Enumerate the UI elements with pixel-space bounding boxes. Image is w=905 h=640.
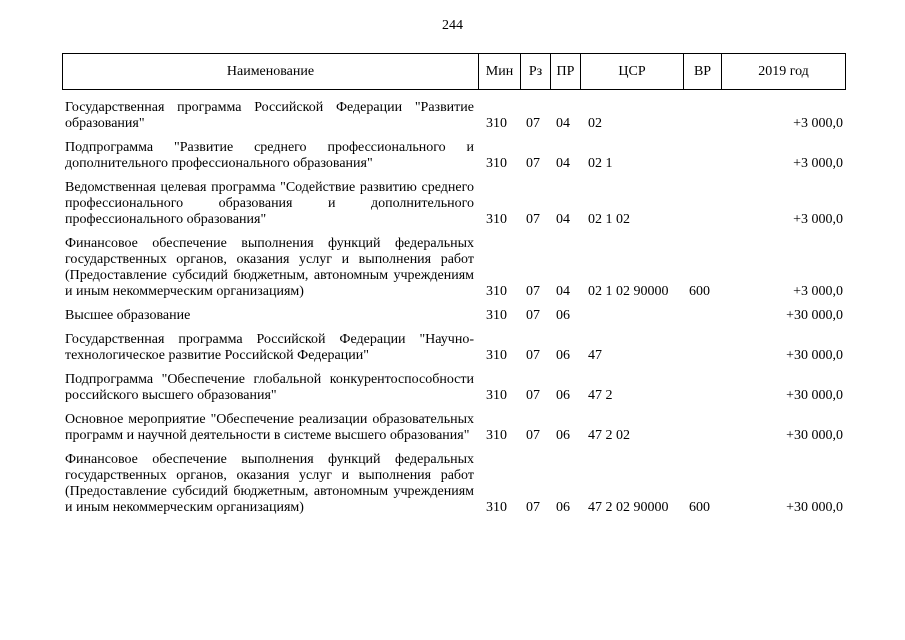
header-csr: ЦСР xyxy=(581,54,684,90)
row-min: 310 xyxy=(486,308,507,323)
row-pr: 04 xyxy=(556,116,570,131)
table-row xyxy=(62,304,845,328)
row-csr: 02 1 02 xyxy=(588,212,630,227)
row-vr: 600 xyxy=(689,500,710,515)
row-csr: 47 2 xyxy=(588,388,613,403)
row-rz: 07 xyxy=(526,388,540,403)
table-row xyxy=(62,368,845,408)
row-amount: +30 000,0 xyxy=(786,500,843,515)
table-row xyxy=(62,176,845,232)
row-min: 310 xyxy=(486,388,507,403)
row-csr: 47 xyxy=(588,348,602,363)
row-rz: 07 xyxy=(526,500,540,515)
row-pr: 04 xyxy=(556,284,570,299)
row-rz: 07 xyxy=(526,116,540,131)
row-pr: 04 xyxy=(556,156,570,171)
row-rz: 07 xyxy=(526,212,540,227)
row-name: Государственная программа Российской Федерации "Развитие образования" xyxy=(65,100,474,131)
row-min: 310 xyxy=(486,428,507,443)
row-name: Подпрограмма "Обеспечение глобальной конкурентоспособности российского высшего образования" xyxy=(65,372,474,403)
row-rz: 07 xyxy=(526,284,540,299)
row-vr: 600 xyxy=(689,284,710,299)
table-row xyxy=(62,96,845,136)
row-csr: 02 xyxy=(588,116,602,131)
row-vr xyxy=(683,408,721,448)
row-min: 310 xyxy=(486,212,507,227)
table-row xyxy=(62,328,845,368)
row-name: Финансовое обеспечение выполнения функций федеральных государственных органов, оказания услуг и выполнения работ (Предоставление субсидий бюджетным, автономным учреждениям и иным некоммерческим организациям) xyxy=(65,236,474,299)
row-csr: 02 1 02 90000 xyxy=(588,284,669,299)
budget-table xyxy=(62,96,845,520)
row-pr: 06 xyxy=(556,388,570,403)
row-pr: 06 xyxy=(556,500,570,515)
row-vr xyxy=(683,304,721,328)
row-name: Подпрограмма "Развитие среднего профессионального и дополнительного профессионального образования" xyxy=(65,140,474,171)
header-year: 2019 год xyxy=(722,54,846,90)
row-vr xyxy=(683,328,721,368)
table-row xyxy=(62,136,845,176)
row-amount: +30 000,0 xyxy=(786,428,843,443)
row-amount: +3 000,0 xyxy=(793,212,843,227)
header-rz: Рз xyxy=(521,54,551,90)
row-name: Государственная программа Российской Федерации "Научно-технологическое развитие Российской Федерации" xyxy=(65,332,474,363)
table-row xyxy=(62,232,845,304)
row-amount: +30 000,0 xyxy=(786,308,843,323)
row-name: Ведомственная целевая программа "Содействие развитию среднего профессионального образования и дополнительного профессионального образования" xyxy=(65,180,474,227)
row-pr: 06 xyxy=(556,308,570,323)
row-rz: 07 xyxy=(526,156,540,171)
header-min: Мин xyxy=(479,54,521,90)
row-name: Высшее образование xyxy=(65,308,191,323)
row-name: Финансовое обеспечение выполнения функций федеральных государственных органов, оказания услуг и выполнения работ (Предоставление субсидий бюджетным, автономным учреждениям и иным некоммерческим организациям) xyxy=(65,452,474,515)
row-vr xyxy=(683,136,721,176)
row-name: Основное мероприятие "Обеспечение реализации образовательных программ и научной деятельности в системе высшего образования" xyxy=(65,412,474,443)
row-min: 310 xyxy=(486,116,507,131)
row-min: 310 xyxy=(486,348,507,363)
row-vr xyxy=(683,176,721,232)
header-pr: ПР xyxy=(551,54,581,90)
row-min: 310 xyxy=(486,284,507,299)
row-csr xyxy=(580,304,683,328)
table-header xyxy=(62,53,846,90)
row-pr: 04 xyxy=(556,212,570,227)
row-csr: 47 2 02 xyxy=(588,428,630,443)
row-rz: 07 xyxy=(526,428,540,443)
row-min: 310 xyxy=(486,156,507,171)
table-row xyxy=(62,408,845,448)
row-pr: 06 xyxy=(556,348,570,363)
row-rz: 07 xyxy=(526,308,540,323)
header-name: Наименование xyxy=(63,54,479,90)
page-number: 244 xyxy=(442,18,463,33)
row-csr: 02 1 xyxy=(588,156,613,171)
row-amount: +3 000,0 xyxy=(793,116,843,131)
row-amount: +30 000,0 xyxy=(786,348,843,363)
header-vr: ВР xyxy=(684,54,722,90)
row-csr: 47 2 02 90000 xyxy=(588,500,669,515)
row-amount: +3 000,0 xyxy=(793,284,843,299)
row-vr xyxy=(683,368,721,408)
row-vr xyxy=(683,96,721,136)
table-row xyxy=(62,448,845,520)
row-amount: +30 000,0 xyxy=(786,388,843,403)
row-min: 310 xyxy=(486,500,507,515)
row-pr: 06 xyxy=(556,428,570,443)
row-amount: +3 000,0 xyxy=(793,156,843,171)
row-rz: 07 xyxy=(526,348,540,363)
